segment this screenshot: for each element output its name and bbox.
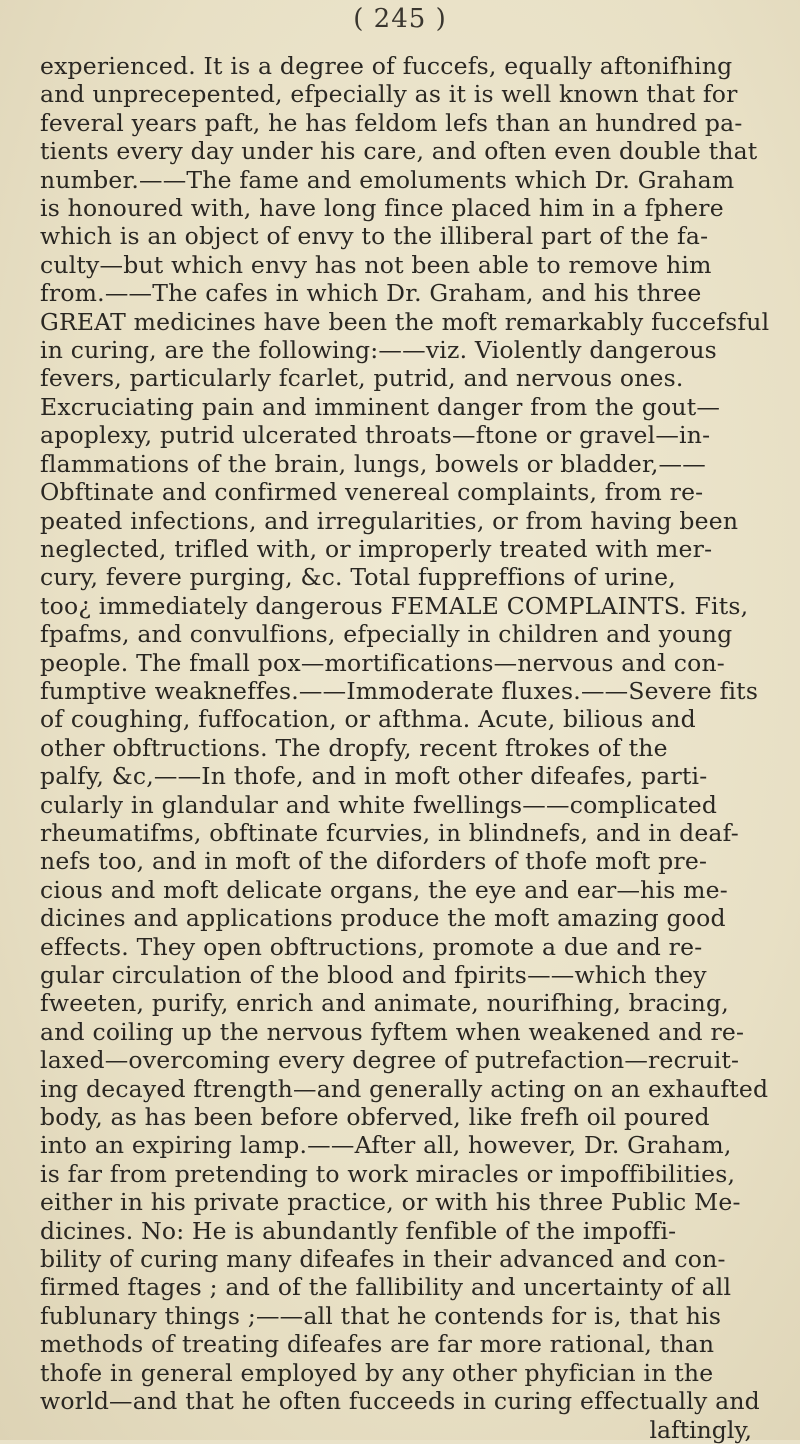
text-line: from.——The cafes in which Dr. Graham, and his three xyxy=(40,279,702,308)
text-line: cularly in glandular and white fwellings——complicated xyxy=(40,790,718,819)
text-line: methods of treating difeafes are far more rational, than xyxy=(40,1330,715,1359)
page-number: ( 245 ) xyxy=(353,4,447,34)
text-line: experienced. It is a degree of fuccefs, equally aftonifhing xyxy=(40,52,733,80)
text-line: body, as has been before obferved, like frefh oil poured xyxy=(40,1103,710,1132)
text-line: and coiling up the nervous fyftem when weakened and re- xyxy=(40,1017,745,1046)
text-line: world—and that he often fucceeds in curing effectually and xyxy=(40,1387,760,1416)
text-line: is honoured with, have long fince placed him in a fphere xyxy=(40,194,724,223)
text-line: feveral years paft, he has feldom lefs than an hundred pa- xyxy=(40,108,743,137)
text-line: which is an object of envy to the illiberal part of the fa- xyxy=(40,222,709,251)
text-line: dicines and applications produce the moft amazing good xyxy=(40,904,726,933)
text-line: Excruciating pain and imminent danger from the gout— xyxy=(40,392,721,421)
text-line: and unprecepented, efpecially as it is well known that for xyxy=(40,80,738,109)
text-line: ing decayed ftrength—and generally acting on an exhaufted xyxy=(40,1074,769,1103)
text-line: firmed ftages ; and of the fallibility and uncertainty of all xyxy=(40,1273,732,1302)
text-line: fublunary things ;——all that he contends for is, that his xyxy=(40,1301,722,1330)
text-line: effects. They open obftructions, promote a due and re- xyxy=(40,932,703,961)
text-line: people. The fmall pox—mortifications—nervous and con- xyxy=(40,648,725,677)
text-line: neglected, trifled with, or improperly treated with mer- xyxy=(40,534,713,563)
text-line: palfy, &c,——In thofe, and in moft other difeafes, parti- xyxy=(40,762,708,791)
text-line: culty—but which envy has not been able to remove him xyxy=(40,250,712,279)
text-line: dicines. No: He is abundantly fenfible of the impoffi- xyxy=(40,1216,677,1245)
text-line: of coughing, fuffocation, or afthma. Acute, bilious and xyxy=(40,705,696,734)
text-line: fweeten, purify, enrich and animate, nourifhing, bracing, xyxy=(40,989,729,1018)
text-line: fevers, particularly fcarlet, putrid, and nervous ones. xyxy=(40,364,684,393)
text-line: in curing, are the following:——viz. Violently dangerous xyxy=(40,336,717,365)
text-line: too¿ immediately dangerous FEMALE COMPLAINTS. Fits, xyxy=(40,591,749,620)
text-line: peated infections, and irregularities, or from having been xyxy=(40,506,739,535)
text-line: bility of curing many difeafes in their advanced and con- xyxy=(40,1245,726,1274)
text-line: fumptive weakneffes.——Immoderate fluxes.——Severe fits xyxy=(40,676,759,705)
text-line: cious and moft delicate organs, the eye and ear—his me- xyxy=(40,875,728,904)
text-line: apoplexy, putrid ulcerated throats—ftone or gravel—in- xyxy=(40,421,711,450)
text-line: flammations of the brain, lungs, bowels or bladder,—— xyxy=(40,449,706,478)
text-line: tients every day under his care, and often even double that xyxy=(40,137,758,166)
text-line: other obftructions. The dropfy, recent ftrokes of the xyxy=(40,733,668,762)
catchword: laftingly, xyxy=(649,1415,752,1444)
text-line: cury, fevere purging, &c. Total fuppreffions of urine, xyxy=(40,563,676,592)
text-line: nefs too, and in moft of the diforders of thofe moft pre- xyxy=(40,847,708,876)
text-line: Obftinate and confirmed venereal complaints, from re- xyxy=(40,478,704,507)
text-line: into an expiring lamp.——After all, however, Dr. Graham, xyxy=(40,1131,732,1160)
text-line: laxed—overcoming every degree of putrefaction—recruit- xyxy=(40,1046,740,1075)
text-line: thofe in general employed by any other phyfician in the xyxy=(40,1358,714,1387)
text-line: GREAT medicines have been the moft remarkably fuccefsful xyxy=(40,307,770,336)
text-line: fpafms, and convulfions, efpecially in children and young xyxy=(40,620,733,649)
text-line: rheumatifms, obftinate fcurvies, in blindnefs, and in deaf- xyxy=(40,818,739,847)
text-line: number.——The fame and emoluments which Dr. Graham xyxy=(40,165,735,194)
text-line: gular circulation of the blood and fpirits——which they xyxy=(40,961,707,989)
text-line: is far from pretending to work miracles or impoffibilities, xyxy=(40,1159,736,1188)
body-text xyxy=(40,52,780,1444)
text-line: either in his private practice, or with his three Public Me- xyxy=(40,1188,741,1217)
